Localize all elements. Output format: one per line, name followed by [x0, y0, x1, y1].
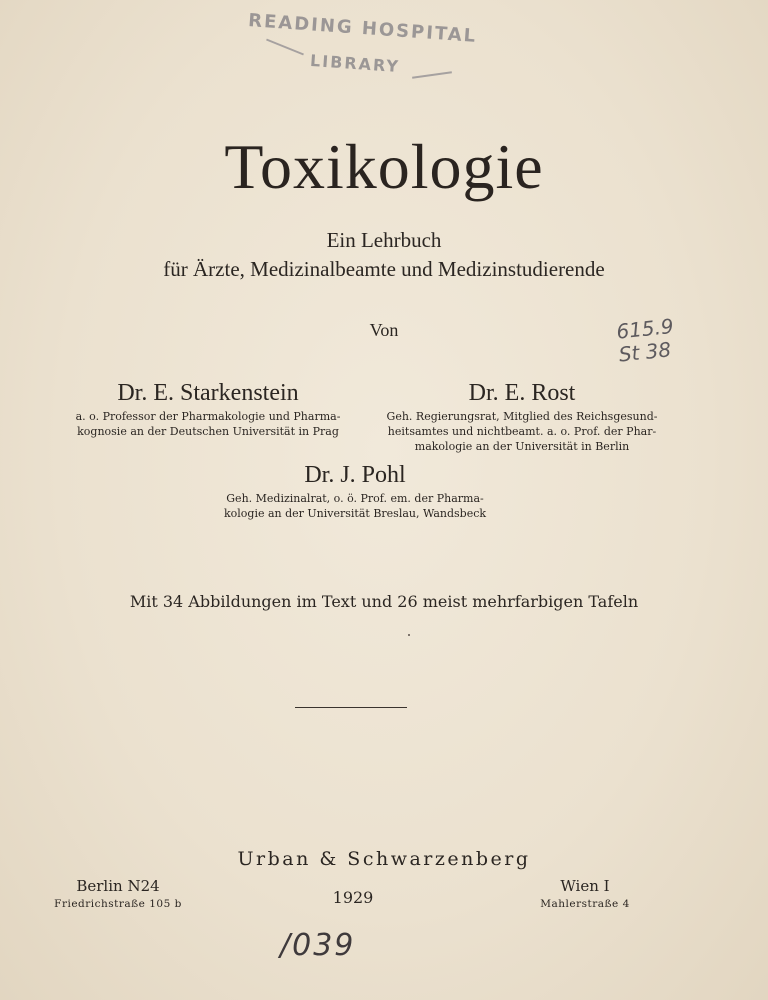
imprint-berlin — [48, 877, 188, 910]
publication-year: 1929 — [332, 888, 374, 907]
call-number-line-1: 615.9 — [615, 313, 675, 344]
divider-rule — [295, 707, 407, 708]
author-name: Dr. E. Rost — [468, 380, 576, 406]
author-desc-line: kologie an der Universität Breslau, Wandsbeck — [223, 507, 487, 520]
author-pohl — [200, 462, 510, 521]
imprint-wien — [515, 877, 655, 910]
author-name: Dr. J. Pohl — [304, 462, 406, 488]
stamp-line-1: READING HOSPITAL — [247, 10, 478, 47]
stamp-dash — [266, 39, 304, 56]
publisher-name: Urban & Schwarzenberg — [237, 848, 531, 870]
author-description — [200, 491, 510, 521]
subtitle-line-2: für Ärzte, Medizinalbeamte und Medizinstudierende — [163, 257, 605, 281]
stamp-dash — [412, 71, 452, 79]
library-stamp — [240, 10, 500, 88]
call-number-line-2: St 38 — [617, 337, 673, 367]
paper-speck — [408, 634, 410, 636]
by-line: Von — [369, 320, 399, 340]
author-rost — [362, 380, 682, 454]
author-desc-line: Geh. Medizinalrat, o. ö. Prof. em. der Pharma- — [226, 492, 484, 505]
stamp-line-2: LIBRARY — [309, 50, 401, 77]
author-description — [48, 409, 368, 439]
imprint-city: Wien I — [560, 877, 610, 895]
imprint-street: Friedrichstraße 105 b — [54, 898, 182, 910]
subtitle-line-1: Ein Lehrbuch — [326, 228, 442, 252]
author-desc-line: kognosie an der Deutschen Universität in Prag — [77, 425, 339, 438]
author-starkenstein — [48, 380, 368, 439]
author-desc-line: Geh. Regierungsrat, Mitglied des Reichsgesund- — [386, 410, 658, 423]
imprint-street: Mahlerstraße 4 — [540, 898, 630, 910]
author-name: Dr. E. Starkenstein — [117, 380, 299, 406]
handwritten-call-number — [615, 311, 710, 376]
handwritten-accession-number: /039 — [280, 928, 356, 963]
author-desc-line: a. o. Professor der Pharmakologie und Pharma- — [75, 410, 341, 423]
imprint-city: Berlin N24 — [76, 877, 160, 895]
author-description — [362, 409, 682, 454]
author-desc-line: makologie an der Universität in Berlin — [414, 440, 630, 453]
illustrations-note: Mit 34 Abbildungen im Text und 26 meist mehrfarbigen Tafeln — [129, 592, 639, 611]
book-title: Toxikologie — [224, 131, 544, 202]
author-desc-line: heitsamtes und nichtbeamt. a. o. Prof. der Phar- — [387, 425, 657, 438]
